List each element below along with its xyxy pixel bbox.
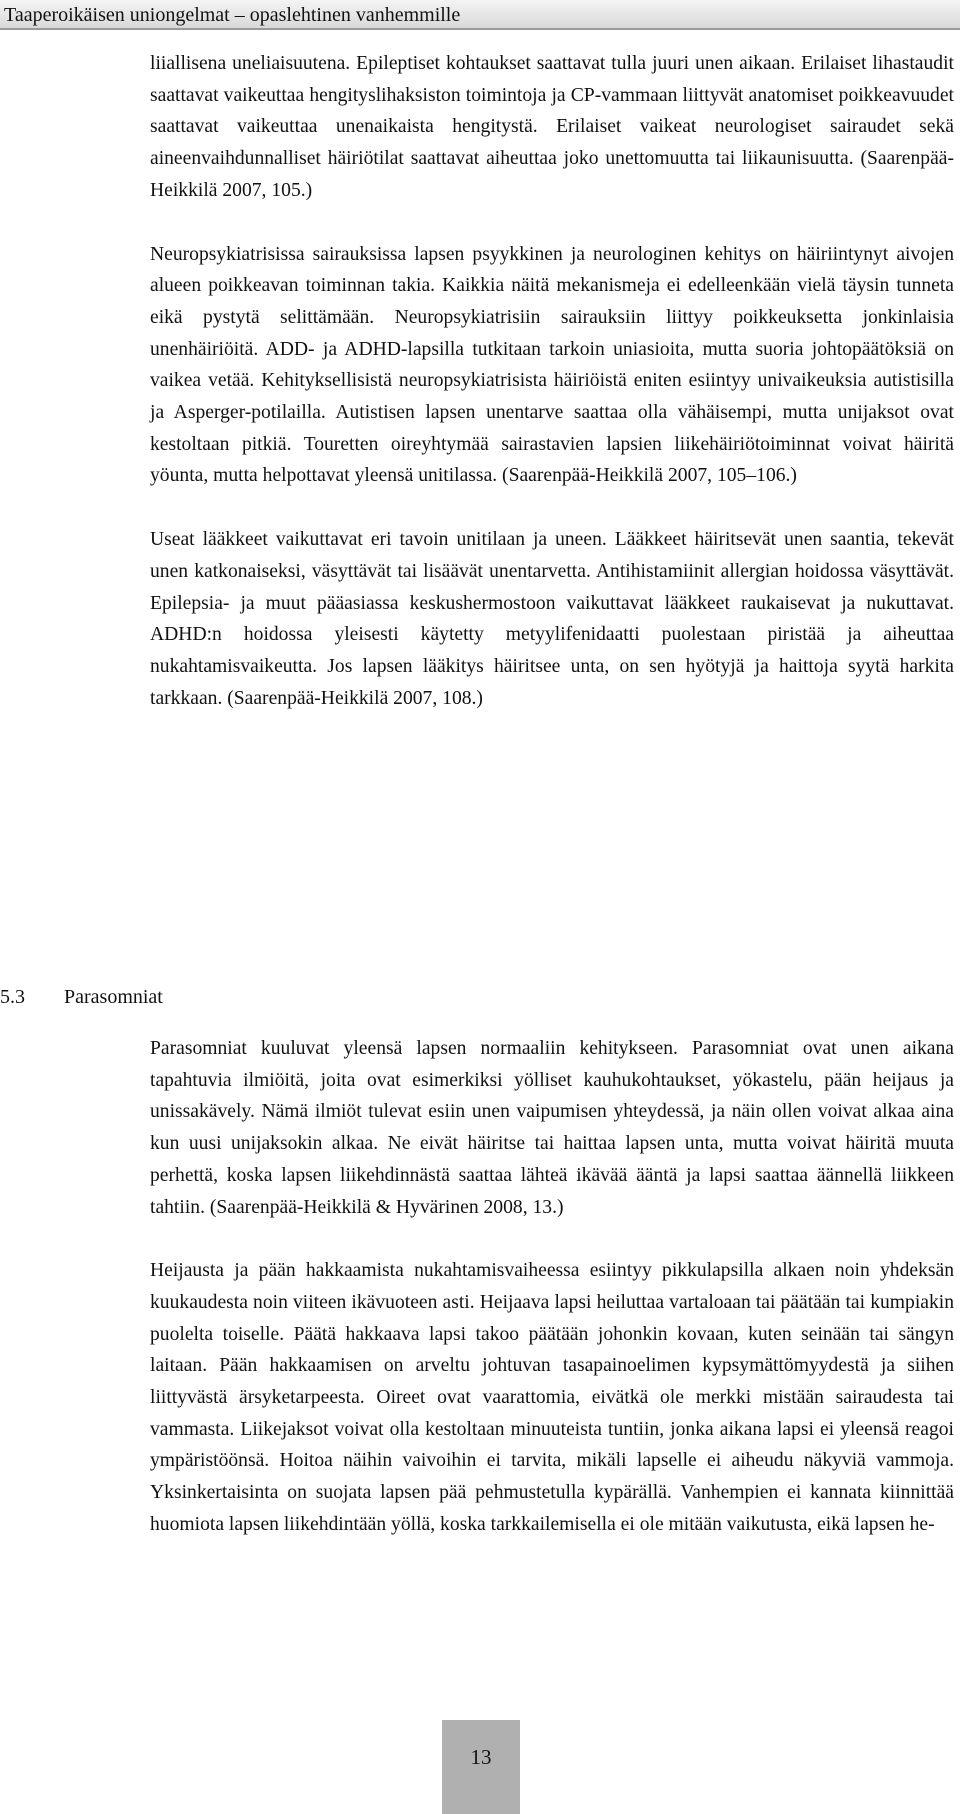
running-header: Taaperoikäisen uniongelmat – opaslehtinen vanhemmille xyxy=(0,0,960,30)
section-number: 5.3 xyxy=(0,986,25,1008)
body-text-top xyxy=(150,48,954,746)
body-text-section xyxy=(150,1033,954,1573)
paragraph: Parasomniat kuuluvat yleensä lapsen normaaliin kehitykseen. Parasomniat ovat unen aikana tapahtuvia ilmiöitä, joita ovat esimerkiksi yölliset kauhukohtaukset, yökastelu, pään heijaus ja unissakävely. Nämä ilmiöt tulevat esiin unen vaipumisen yhteydessä, ja näin ollen voivat alkaa aina kun uusi unijaksokin alkaa. Ne eivät häiritse tai haittaa lapsen unta, mutta voivat häiritä muuta perhettä, koska lapsen liikehdinnästä saattaa lähteä ikävää ääntä ja lapsi saattaa äännellä liikkeen tahtiin. (Saarenpää-Heikkilä & Hyvärinen 2008, 13.) xyxy=(150,1038,954,1218)
paragraph: Useat lääkkeet vaikuttavat eri tavoin unitilaan ja uneen. Lääkkeet häiritsevät unen saantia, tekevät unen katkonaiseksi, väsyttävät tai lisäävät unentarvetta. Antihistamiinit allergian hoidossa väsyttävät. Epilepsia- ja muut pääasiassa keskushermostoon vaikuttavat lääkkeet raukaisevat ja nukuttavat. ADHD:n hoidossa yleisesti käytetty metyylifenidaatti puolestaan piristää ja aiheuttaa nukahtamisvaikeutta. Jos lapsen lääkitys häiritsee unta, on sen hyötyjä ja haittoja syytä harkita tarkkaan. (Saarenpää-Heikkilä 2007, 108.) xyxy=(150,529,954,709)
paragraph: Neuropsykiatrisissa sairauksissa lapsen psyykkinen ja neurologinen kehitys on häiriintynyt aivojen alueen poikkeavan toiminnan takia. Kaikkia näitä mekanismeja ei edelleenkään vielä täysin tunneta eikä pystytä selittämään. Neuropsykiatrisiin sairauksiin liittyy poikkeuksetta jonkinlaisia unenhäiriöitä. ADD- ja ADHD-lapsilla tutkitaan tarkoin uniasioita, mutta suoria johtopäätöksiä on vaikea vetää. Kehityksellisistä neuropsykiatrisista häiriöistä eniten esiintyy univaikeuksia autistisilla ja Asperger-potilailla. Autistisen lapsen unentarve saattaa olla vähäisempi, mutta unijaksot ovat kestoltaan pitkiä. Touretten oireyhtymää sairastavien lapsien liikehäiriötoiminnat voivat häiritä yöunta, mutta helpottavat yleensä unitilassa. (Saarenpää-Heikkilä 2007, 105–106.) xyxy=(150,243,954,487)
paragraph: Heijausta ja pään hakkaamista nukahtamisvaiheessa esiintyy pikkulapsilla alkaen noin yhdeksän kuukaudesta noin viiteen ikävuoteen asti. Heijaava lapsi heiluttaa vartaloaan tai päätään tai kumpiakin puolelta toiselle. Päätä hakkaava lapsi takoo päätään johonkin kovaan, kuten seinään tai sängyn laitaan. Pään hakkaamisen on arveltu johtuvan tasapainoelimen kypsymättömyydestä ja siihen liittyvästä ärsyketarpeesta. Oireet ovat vaarattomia, eivätkä ole merkki mistään sairaudesta tai vammasta. Liikejaksot voivat olla kestoltaan minuuteista tuntiin, jonka aikana lapsi ei yleensä reagoi ympäristöönsä. Hoitoa näihin vaivoihin ei tarvita, mikäli lapselle ei aiheudu näkyviä vammoja. Yksinkertaisinta on suojata lapsen pää pehmustetulla kypärällä. Vanhempien ei kannata kiinnittää huomiota lapsen liikehdintään yöllä, koska tarkkailemisella ei ole mitään vaikutusta, eikä lapsen he- xyxy=(150,1260,954,1535)
paragraph: liiallisena uneliaisuutena. Epileptiset kohtaukset saattavat tulla juuri unen aikaan. Erilaiset lihastaudit saattavat vaikeuttaa hengityslihaksiston toimintoja ja CP-vammaan liittyvät anatomiset poikkeavuudet saattavat vaikeuttaa unenaikaista hengitystä. Erilaiset vaikeat neurologiset sairaudet sekä aineenvaihdunnalliset häiriötilat saattavat aiheuttaa joko unettomuutta tai liikaunisuutta. (Saarenpää-Heikkilä 2007, 105.) xyxy=(150,53,954,201)
page-number: 13 xyxy=(442,1720,520,1814)
section-heading xyxy=(0,983,163,1011)
section-title: Parasomniat xyxy=(64,986,163,1008)
